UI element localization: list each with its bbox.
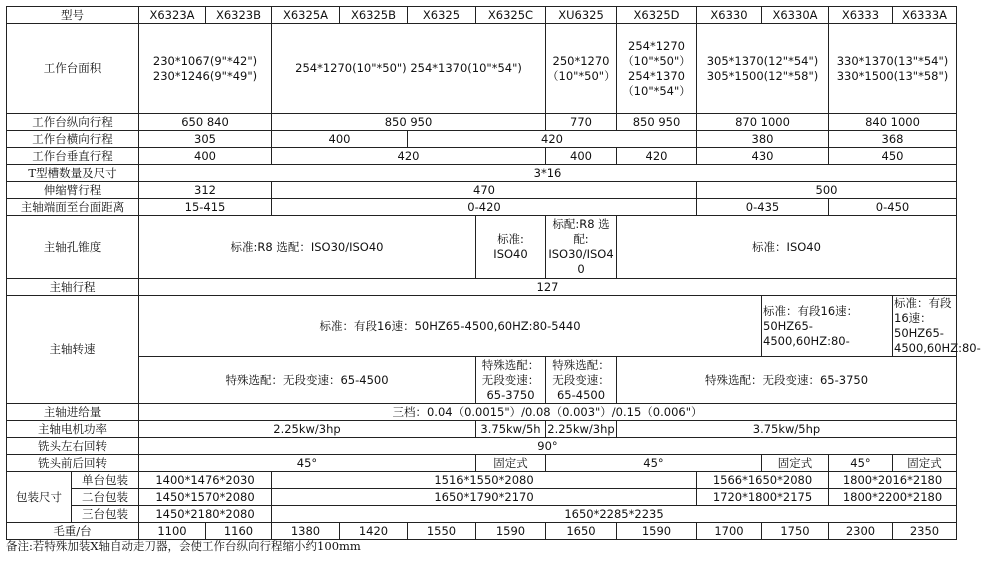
label-longitudinal-travel: 工作台纵向行程	[7, 114, 139, 131]
header-row	[7, 7, 957, 24]
label-worktable-area: 工作台面积	[7, 24, 139, 114]
row-packing-triple	[7, 506, 957, 523]
row-spindle-speed-standard	[7, 296, 957, 357]
label-gross-weight: 毛重/台	[7, 523, 139, 540]
cell-cross-1: 305	[139, 131, 272, 148]
cell-vert-3: 400	[546, 148, 617, 165]
row-packing-double	[7, 489, 957, 506]
cell-t-slot: 3*16	[139, 165, 957, 182]
cell-taper-1: 标准:R8 选配：ISO30/ISO40	[139, 216, 476, 279]
row-longitudinal-travel	[7, 114, 957, 131]
label-head-swivel: 铣头左右回转	[7, 438, 139, 455]
cell-speed-std-1: 标准：有段16速：50HZ65-4500,60HZ:80-5440	[139, 296, 762, 357]
cell-power-1: 2.25kw/3hp	[139, 421, 476, 438]
model-x6330a: X6330A	[762, 7, 829, 24]
label-vertical-travel: 工作台垂直行程	[7, 148, 139, 165]
cell-weight-x6333a: 2350	[893, 523, 957, 540]
cell-tilt-4: 固定式	[762, 455, 829, 472]
model-x6325d: X6325D	[617, 7, 697, 24]
model-header-label: 型号	[7, 7, 139, 24]
model-x6325c: X6325C	[476, 7, 546, 24]
row-packing-single	[7, 472, 957, 489]
cell-speed-opt-1: 特殊选配：无段变速：65-4500	[139, 357, 476, 404]
cell-ram-2: 470	[272, 182, 697, 199]
cell-weight-xu6325: 1650	[546, 523, 617, 540]
label-ram-travel: 伸缩臂行程	[7, 182, 139, 199]
row-worktable-area	[7, 24, 957, 114]
cell-pack-single-3: 1566*1650*2080	[697, 472, 829, 489]
cell-long-2: 850 950	[272, 114, 546, 131]
label-spindle-feed: 主轴进给量	[7, 404, 139, 421]
cell-vert-4: 420	[617, 148, 697, 165]
cell-pack-double-2: 1650*1790*2170	[272, 489, 697, 506]
row-spindle-nose-distance	[7, 199, 957, 216]
cell-long-6: 840 1000	[829, 114, 957, 131]
cell-pack-triple-2: 1650*2285*2235	[272, 506, 957, 523]
cell-vert-2: 420	[272, 148, 546, 165]
cell-long-5: 870 1000	[697, 114, 829, 131]
cell-vert-6: 450	[829, 148, 957, 165]
model-x6330: X6330	[697, 7, 762, 24]
cell-weight-x6325c: 1590	[476, 523, 546, 540]
cell-area-x6325: 254*1270(10"*50") 254*1370(10"*54")	[272, 24, 546, 114]
cell-power-2: 3.75kw/5h	[476, 421, 546, 438]
cell-weight-x6323b: 1160	[206, 523, 272, 540]
cell-pack-double-3: 1720*1800*2175	[697, 489, 829, 506]
cell-pack-single-4: 1800*2016*2180	[829, 472, 957, 489]
cell-speed-opt-4: 特殊选配：无段变速：65-3750	[617, 357, 957, 404]
cell-tilt-6: 固定式	[893, 455, 957, 472]
cell-weight-x6325b: 1420	[340, 523, 408, 540]
model-x6333a: X6333A	[893, 7, 957, 24]
cell-weight-x6330: 1700	[697, 523, 762, 540]
cell-tilt-1: 45°	[139, 455, 476, 472]
label-head-tilt: 铣头前后回转	[7, 455, 139, 472]
cell-weight-x6325a: 1380	[272, 523, 340, 540]
cell-area-x6330: 305*1370(12"*54") 305*1500(12"*58")	[697, 24, 829, 114]
cell-ram-3: 500	[697, 182, 957, 199]
row-head-tilt	[7, 455, 957, 472]
row-head-swivel	[7, 438, 957, 455]
row-t-slot	[7, 165, 957, 182]
spec-table	[6, 6, 981, 540]
cell-weight-x6333: 2300	[829, 523, 893, 540]
cell-tilt-2: 固定式	[476, 455, 546, 472]
spec-sheet	[6, 6, 981, 540]
row-spindle-travel	[7, 279, 957, 296]
cell-power-4: 3.75kw/5hp	[617, 421, 957, 438]
cell-taper-3: 标配:R8 选 配: ISO30/ISO4 0	[546, 216, 617, 279]
cell-vert-5: 430	[697, 148, 829, 165]
model-xu6325: XU6325	[546, 7, 617, 24]
cell-vert-1: 400	[139, 148, 272, 165]
cell-area-xu6325: 250*1270 （10"*50"）	[546, 24, 617, 114]
model-x6323a: X6323A	[139, 7, 206, 24]
cell-long-4: 850 950	[617, 114, 697, 131]
cell-long-1: 650 840	[139, 114, 272, 131]
model-x6325b: X6325B	[340, 7, 408, 24]
cell-nose-4: 0-450	[829, 199, 957, 216]
cell-weight-x6330a: 1750	[762, 523, 829, 540]
label-spindle-travel: 主轴行程	[7, 279, 139, 296]
cell-pack-triple-1: 1450*2180*2080	[139, 506, 272, 523]
cell-pack-double-4: 1800*2200*2180	[829, 489, 957, 506]
label-packing: 包装尺寸	[7, 472, 72, 523]
cell-speed-opt-2: 特殊选配： 无段变速： 65-3750	[476, 357, 546, 404]
cell-taper-2: 标准: ISO40	[476, 216, 546, 279]
cell-area-x6323: 230*1067(9"*42") 230*1246(9"*49")	[139, 24, 272, 114]
cell-nose-3: 0-435	[697, 199, 829, 216]
cell-taper-4: 标准：ISO40	[617, 216, 957, 279]
cell-weight-x6325d: 1590	[617, 523, 697, 540]
cell-speed-std-3: 标准：有段16速： 50HZ65-4500,60HZ:80-	[894, 296, 981, 355]
cell-spindle-travel: 127	[139, 279, 957, 296]
cell-weight-x6323a: 1100	[139, 523, 206, 540]
cell-tilt-3: 45°	[546, 455, 762, 472]
cell-head-swivel: 90°	[139, 438, 957, 455]
cell-speed-opt-3: 特殊选配： 无段变速： 65-4500	[546, 357, 617, 404]
cell-spindle-feed: 三档：0.04（0.0015"）/0.08（0.003"）/0.15（0.006"）	[139, 404, 957, 421]
cell-power-3: 2.25kw/3hp	[547, 421, 615, 436]
cell-pack-single-1: 1400*1476*2030	[139, 472, 272, 489]
label-motor-power: 主轴电机功率	[7, 421, 139, 438]
cell-tilt-5: 45°	[829, 455, 893, 472]
row-ram-travel	[7, 182, 957, 199]
cell-speed-std-2: 标准：有段16速： 50HZ65-4500,60HZ:80-	[762, 296, 893, 357]
row-cross-travel	[7, 131, 957, 148]
cell-long-3: 770	[546, 114, 617, 131]
footnote: 备注:若特殊加装X轴自动走刀器，会使工作台纵向行程缩小约100mm	[6, 539, 361, 553]
cell-weight-x6325: 1550	[408, 523, 476, 540]
label-packing-triple: 三台包装	[72, 506, 139, 523]
cell-cross-4: 380	[697, 131, 829, 148]
cell-pack-single-2: 1516*1550*2080	[272, 472, 697, 489]
cell-area-x6325d: 254*1270 （10"*50"） 254*1370 （10"*54"）	[617, 24, 697, 114]
label-spindle-taper: 主轴孔锥度	[7, 216, 139, 279]
cell-ram-1: 312	[139, 182, 272, 199]
cell-cross-5: 368	[829, 131, 957, 148]
label-spindle-speed: 主轴转速	[7, 296, 139, 404]
cell-cross-3: 420	[408, 131, 697, 148]
model-x6333: X6333	[829, 7, 893, 24]
label-cross-travel: 工作台横向行程	[7, 131, 139, 148]
label-packing-single: 单台包装	[72, 472, 139, 489]
row-vertical-travel	[7, 148, 957, 165]
cell-cross-2: 400	[272, 131, 408, 148]
cell-nose-1: 15-415	[139, 199, 272, 216]
label-t-slot: T型槽数量及尺寸	[7, 165, 139, 182]
model-x6325a: X6325A	[272, 7, 340, 24]
model-x6325: X6325	[408, 7, 476, 24]
label-packing-double: 二台包装	[72, 489, 139, 506]
model-x6323b: X6323B	[206, 7, 272, 24]
cell-nose-2: 0-420	[272, 199, 697, 216]
row-spindle-feed	[7, 404, 957, 421]
cell-area-x6333: 330*1370(13"*54") 330*1500(13"*58")	[829, 24, 957, 114]
row-spindle-speed-optional	[7, 357, 957, 404]
row-gross-weight	[7, 523, 957, 540]
cell-pack-double-1: 1450*1570*2080	[139, 489, 272, 506]
row-motor-power	[7, 421, 957, 438]
label-spindle-nose-distance: 主轴端面至台面距离	[7, 199, 139, 216]
row-spindle-taper	[7, 216, 957, 279]
